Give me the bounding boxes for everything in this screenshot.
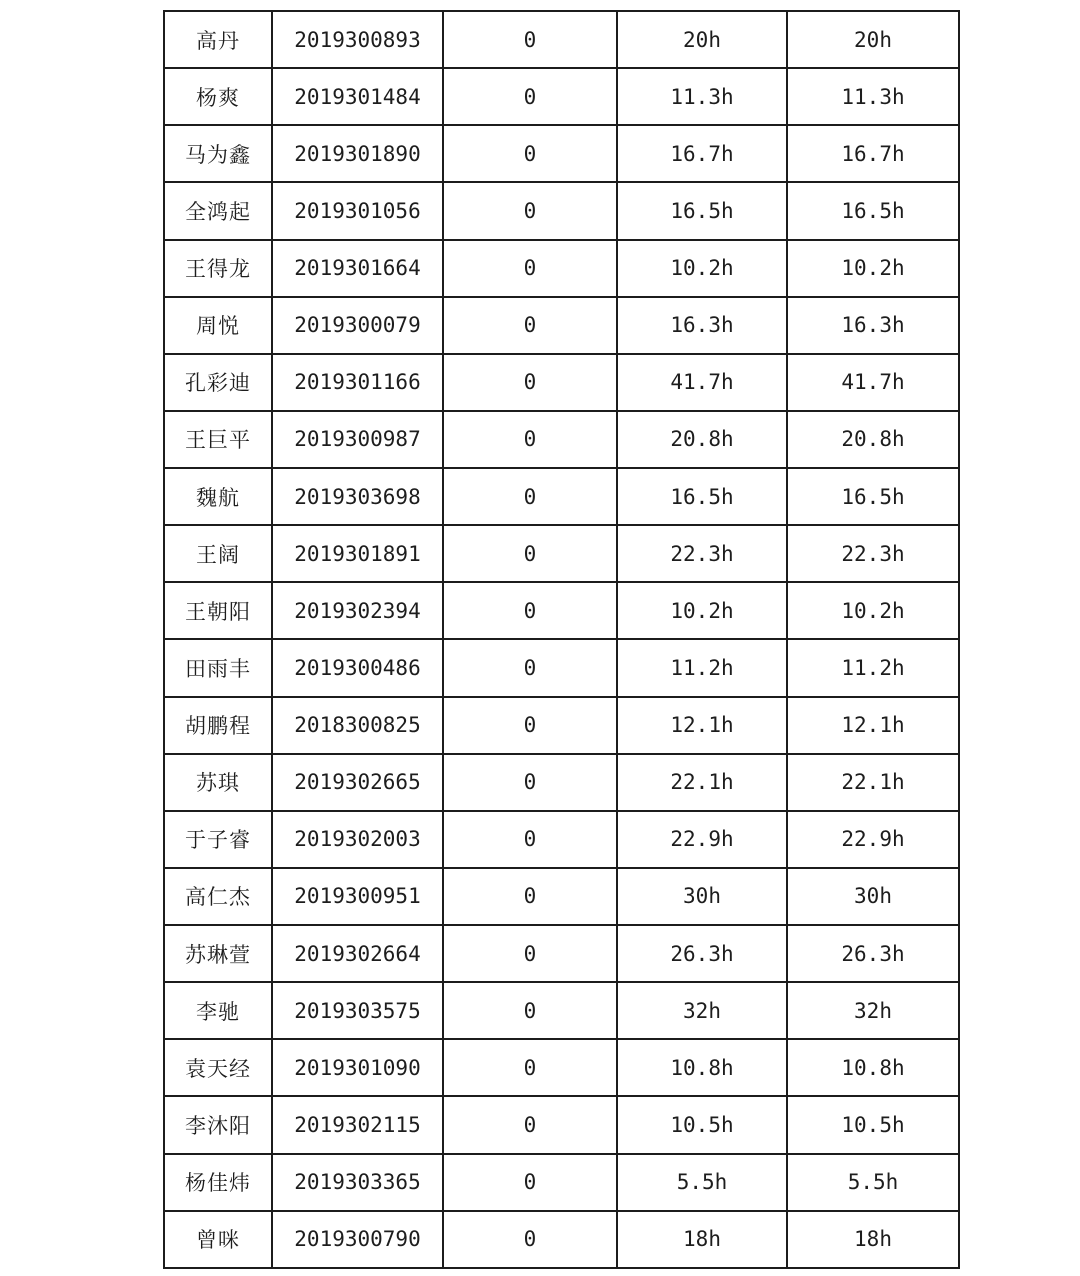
zero-value-cell: 0 [443,11,617,68]
student-name-cell: 胡鹏程 [164,697,272,754]
zero-value-cell: 0 [443,468,617,525]
zero-value-cell: 0 [443,811,617,868]
zero-value-cell: 0 [443,125,617,182]
table-row [164,697,959,754]
table-row [164,240,959,297]
hours-duplicate-cell: 12.1h [787,697,959,754]
table-row [164,11,959,68]
zero-value-cell: 0 [443,240,617,297]
table-row [164,468,959,525]
table-row [164,354,959,411]
roster-table [163,10,960,1269]
table-row [164,125,959,182]
hours-duplicate-cell: 20.8h [787,411,959,468]
zero-value-cell: 0 [443,697,617,754]
table-row [164,925,959,982]
roster-table-body [164,11,959,1268]
hours-cell: 20h [617,11,787,68]
table-row [164,982,959,1039]
student-name-cell: 苏琳萱 [164,925,272,982]
student-id-cell: 2019302394 [272,582,443,639]
table-row [164,639,959,696]
zero-value-cell: 0 [443,1039,617,1096]
zero-value-cell: 0 [443,411,617,468]
student-id-cell: 2019303575 [272,982,443,1039]
table-row [164,1211,959,1268]
student-name-cell: 全鸿起 [164,182,272,239]
student-name-cell: 王朝阳 [164,582,272,639]
student-name-cell: 李驰 [164,982,272,1039]
hours-cell: 10.2h [617,582,787,639]
hours-cell: 18h [617,1211,787,1268]
student-name-cell: 于子睿 [164,811,272,868]
student-name-cell: 王巨平 [164,411,272,468]
zero-value-cell: 0 [443,1154,617,1211]
hours-duplicate-cell: 16.7h [787,125,959,182]
zero-value-cell: 0 [443,1096,617,1153]
hours-cell: 16.7h [617,125,787,182]
hours-cell: 12.1h [617,697,787,754]
table-row [164,754,959,811]
student-name-cell: 高仁杰 [164,868,272,925]
zero-value-cell: 0 [443,297,617,354]
hours-duplicate-cell: 22.3h [787,525,959,582]
student-name-cell: 马为鑫 [164,125,272,182]
hours-cell: 22.9h [617,811,787,868]
table-row [164,582,959,639]
table-row [164,525,959,582]
student-id-cell: 2019303365 [272,1154,443,1211]
hours-duplicate-cell: 30h [787,868,959,925]
hours-cell: 11.3h [617,68,787,125]
hours-cell: 10.8h [617,1039,787,1096]
student-name-cell: 王得龙 [164,240,272,297]
student-id-cell: 2019301890 [272,125,443,182]
hours-duplicate-cell: 10.2h [787,582,959,639]
student-name-cell: 李沐阳 [164,1096,272,1153]
zero-value-cell: 0 [443,868,617,925]
hours-duplicate-cell: 26.3h [787,925,959,982]
hours-cell: 41.7h [617,354,787,411]
hours-duplicate-cell: 20h [787,11,959,68]
student-id-cell: 2019300951 [272,868,443,925]
hours-duplicate-cell: 18h [787,1211,959,1268]
student-id-cell: 2019302664 [272,925,443,982]
zero-value-cell: 0 [443,1211,617,1268]
table-row [164,297,959,354]
student-name-cell: 王阔 [164,525,272,582]
table-row [164,811,959,868]
student-id-cell: 2019300987 [272,411,443,468]
student-id-cell: 2019302003 [272,811,443,868]
hours-cell: 16.3h [617,297,787,354]
student-name-cell: 杨爽 [164,68,272,125]
hours-cell: 32h [617,982,787,1039]
hours-duplicate-cell: 16.3h [787,297,959,354]
table-row [164,1039,959,1096]
hours-cell: 22.1h [617,754,787,811]
student-name-cell: 曾咪 [164,1211,272,1268]
zero-value-cell: 0 [443,68,617,125]
zero-value-cell: 0 [443,754,617,811]
student-name-cell: 孔彩迪 [164,354,272,411]
student-name-cell: 袁天经 [164,1039,272,1096]
student-name-cell: 田雨丰 [164,639,272,696]
student-id-cell: 2019300486 [272,639,443,696]
hours-cell: 16.5h [617,182,787,239]
hours-cell: 22.3h [617,525,787,582]
hours-duplicate-cell: 32h [787,982,959,1039]
table-row [164,1096,959,1153]
zero-value-cell: 0 [443,582,617,639]
table-row [164,68,959,125]
hours-duplicate-cell: 41.7h [787,354,959,411]
student-name-cell: 魏航 [164,468,272,525]
student-id-cell: 2019301664 [272,240,443,297]
hours-duplicate-cell: 16.5h [787,468,959,525]
table-row [164,182,959,239]
student-id-cell: 2019300079 [272,297,443,354]
student-name-cell: 杨佳炜 [164,1154,272,1211]
student-id-cell: 2019302665 [272,754,443,811]
zero-value-cell: 0 [443,182,617,239]
student-id-cell: 2019301056 [272,182,443,239]
student-id-cell: 2019303698 [272,468,443,525]
student-id-cell: 2019300790 [272,1211,443,1268]
student-name-cell: 高丹 [164,11,272,68]
student-name-cell: 周悦 [164,297,272,354]
student-id-cell: 2019300893 [272,11,443,68]
hours-cell: 10.5h [617,1096,787,1153]
student-id-cell: 2019301166 [272,354,443,411]
hours-duplicate-cell: 11.2h [787,639,959,696]
hours-cell: 10.2h [617,240,787,297]
hours-duplicate-cell: 5.5h [787,1154,959,1211]
student-id-cell: 2019301891 [272,525,443,582]
table-row [164,1154,959,1211]
student-id-cell: 2019301090 [272,1039,443,1096]
student-name-cell: 苏琪 [164,754,272,811]
hours-cell: 20.8h [617,411,787,468]
zero-value-cell: 0 [443,525,617,582]
zero-value-cell: 0 [443,925,617,982]
hours-cell: 16.5h [617,468,787,525]
hours-duplicate-cell: 10.5h [787,1096,959,1153]
table-row [164,411,959,468]
zero-value-cell: 0 [443,982,617,1039]
hours-duplicate-cell: 22.1h [787,754,959,811]
hours-cell: 30h [617,868,787,925]
hours-cell: 5.5h [617,1154,787,1211]
student-id-cell: 2018300825 [272,697,443,754]
hours-duplicate-cell: 16.5h [787,182,959,239]
student-id-cell: 2019301484 [272,68,443,125]
zero-value-cell: 0 [443,639,617,696]
hours-duplicate-cell: 10.8h [787,1039,959,1096]
hours-duplicate-cell: 10.2h [787,240,959,297]
roster-table-container [163,10,958,1269]
hours-duplicate-cell: 11.3h [787,68,959,125]
zero-value-cell: 0 [443,354,617,411]
hours-cell: 26.3h [617,925,787,982]
table-row [164,868,959,925]
student-id-cell: 2019302115 [272,1096,443,1153]
hours-duplicate-cell: 22.9h [787,811,959,868]
hours-cell: 11.2h [617,639,787,696]
